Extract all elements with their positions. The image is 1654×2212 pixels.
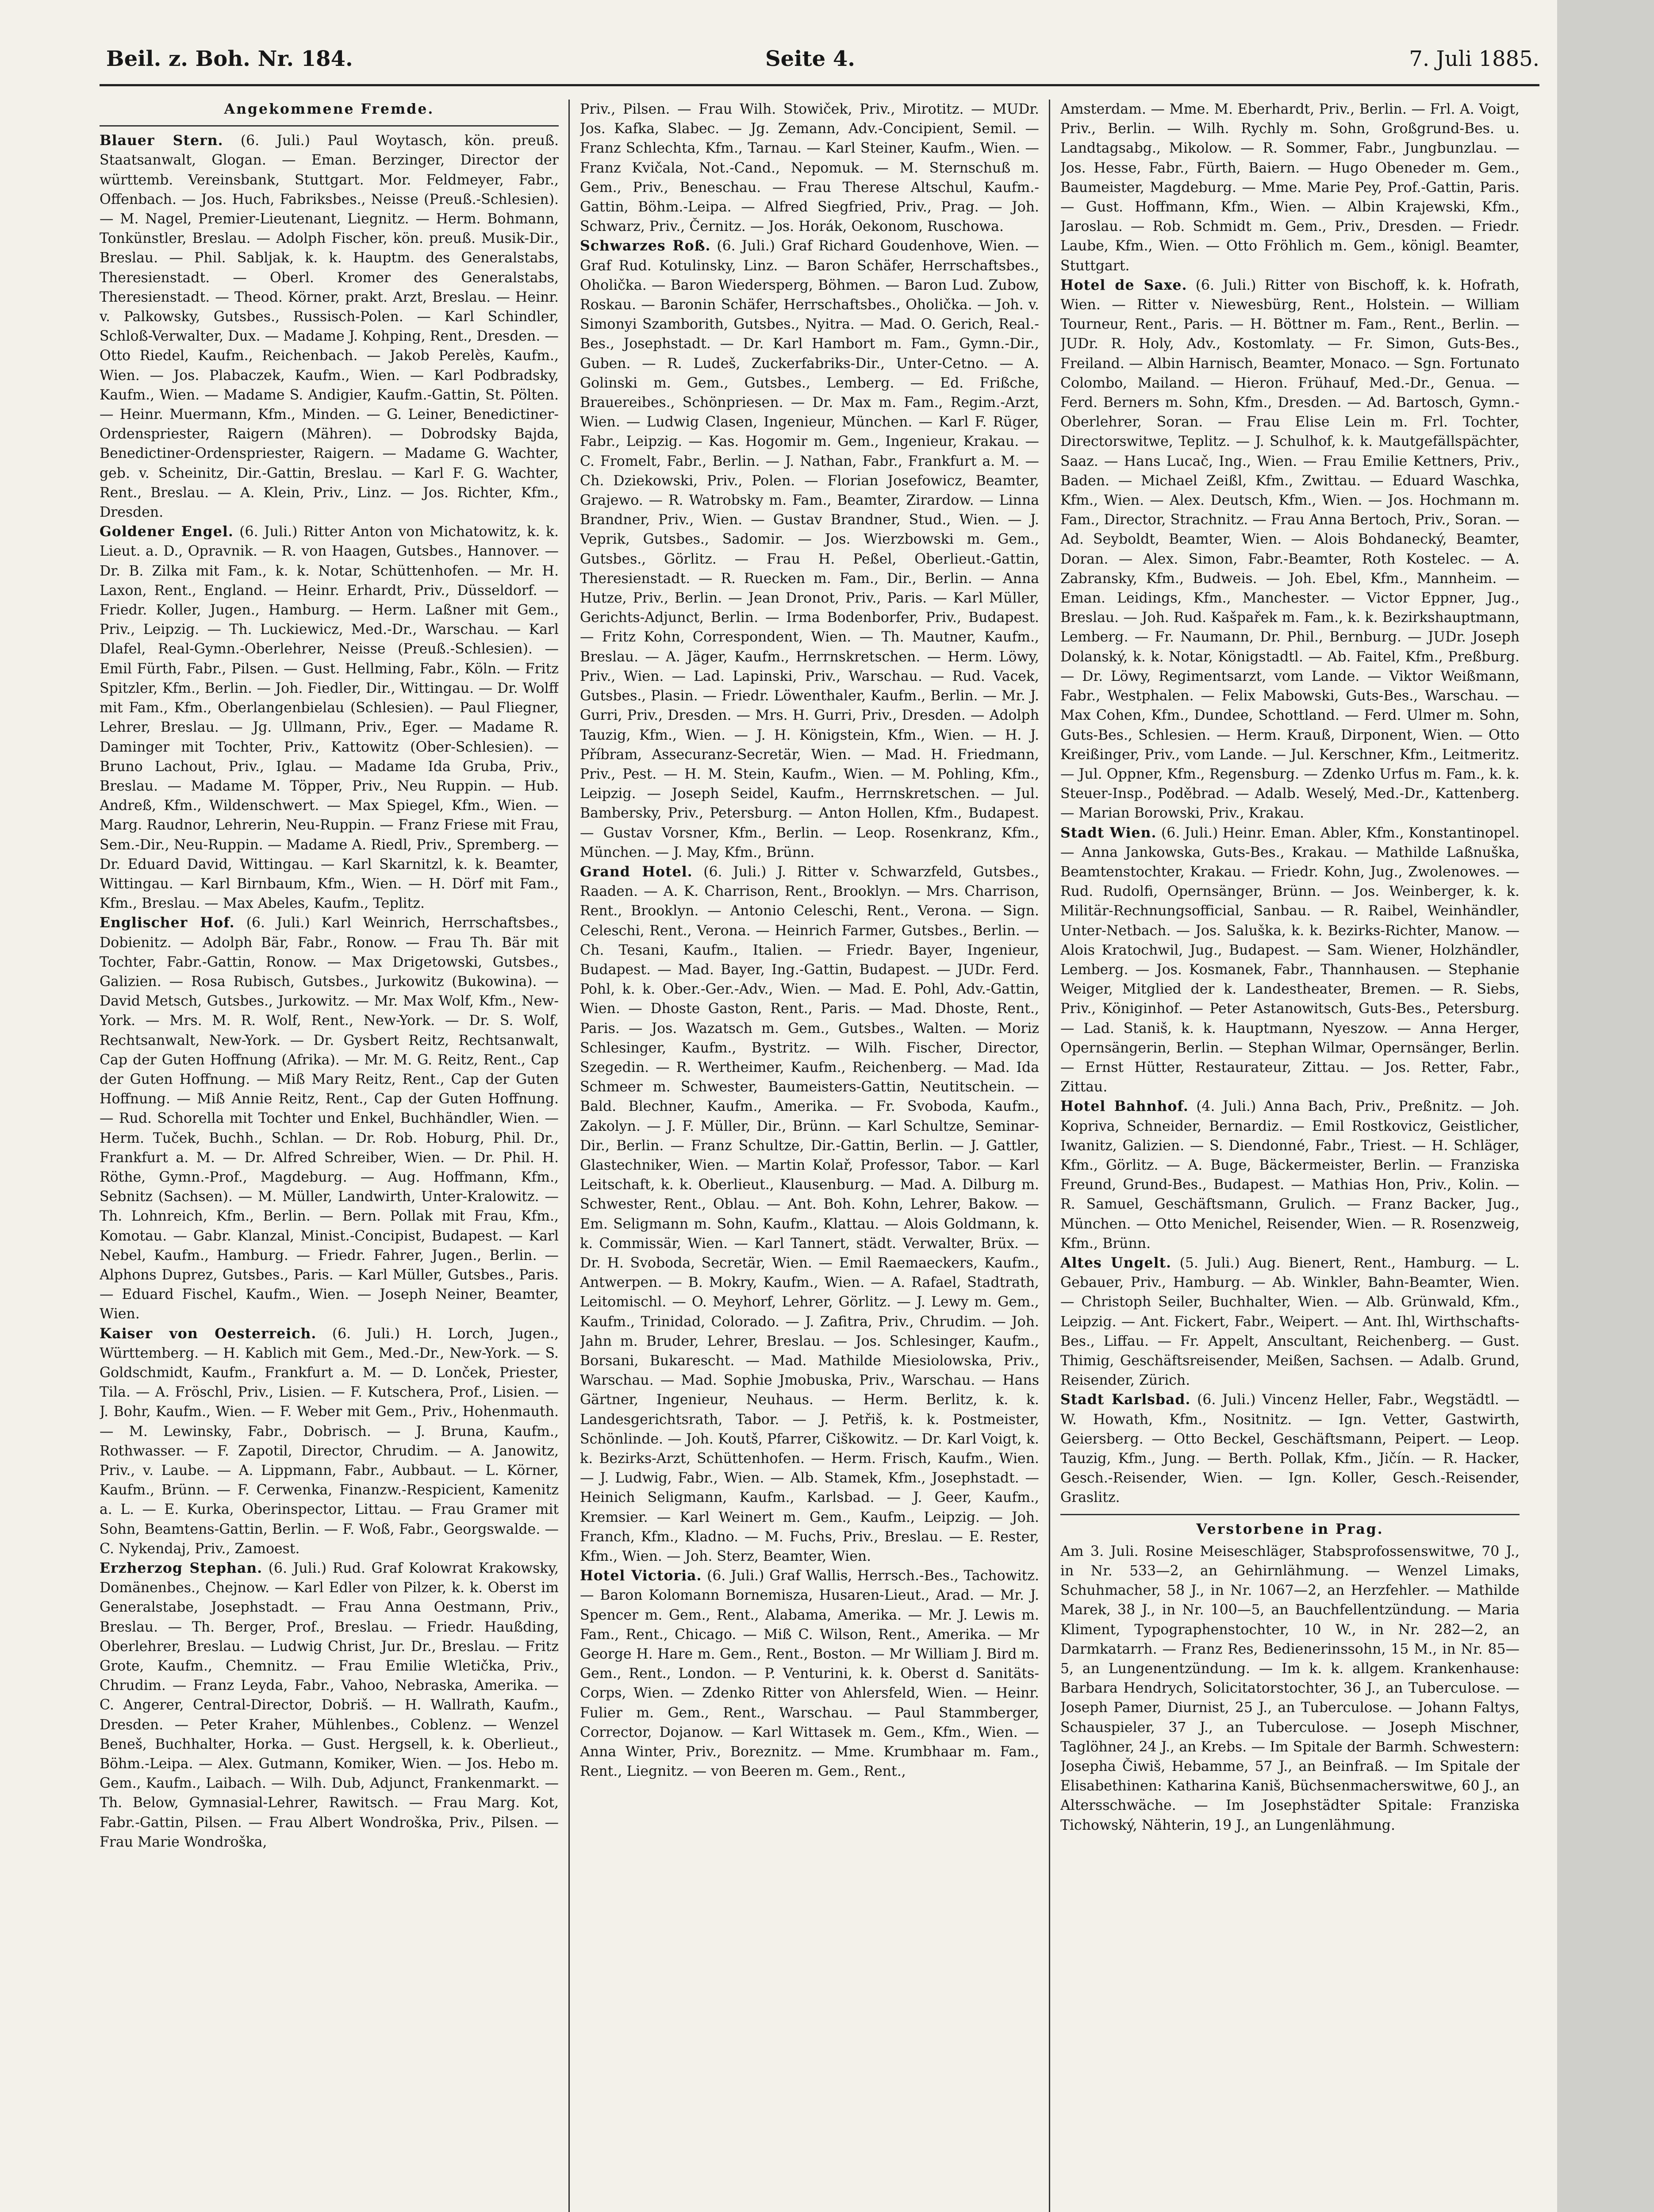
hotel-name: Erzherzog Stephan. <box>100 1560 263 1577</box>
guest-list: (6. Juli.) Ritter von Bischoff, k. k. Hofrath, Wien. — Ritter v. Niewesbürg, Rent., Holstein. — William Tourneur, Rent., Paris. — H. Böttner m. Fam., Rent., Berlin. — JUDr. R. Holy, Adv., Kostomlaty. — Fr. Simon, Guts-Bes., Freiland. — Albin Harnisch, Beamter, Monaco. — Sgn. Fortunato Colombo, Mailand. — Hieron. Frühauf, Med.-Dr., Genua. — Ferd. Berners m. Sohn, Kfm., Dresden. — Ad. Bartosch, Gymn.-Oberlehrer, Soran. — Frau Elise Lein m. Frl. Tochter, Directorswitwe, Teplitz. — J. Schulhof, k. k. Mautgefällspächter, Saaz. — Hans Lucač, Ing., Wien. — Frau Emilie Kettners, Priv., Baden. — Michael Zeißl, Kfm., Zwittau. — Eduard Waschka, Kfm., Wien. — Alex. Deutsch, Kfm., Wien. — Jos. Hochmann m. Fam., Director, Strachnitz. — Frau Anna Bertoch, Priv., Soran. — Ad. Seyboldt, Beamter, Wien. — Alois Bohdanecký, Beamter, Doran. — Alex. Simon, Fabr.-Beamter, Roth Kostelec. — A. Zabransky, Kfm., Budweis. — Joh. Ebel, Kfm., Mannheim. — Eman. Leidings, Kfm., Manchester. — Victor Eppner, Jug., Breslau. — Joh. Rud. Kašpařek m. Fam., k. k. Bezirkshauptmann, Lemberg. — Fr. Naumann, Dr. Phil., Bernburg. — JUDr. Joseph Dolanský, k. k. Notar, Königstadtl. — Ab. Faitel, Kfm., Preßburg. — Dr. Löwy, Regimentsarzt, vom Lande. — Viktor Weißmann, Fabr., Westphalen. — Felix Mabowski, Guts-Bes., Warschau. — Max Cohen, Kfm., Dundee, Schottland. — Ferd. Ulmer m. Sohn, Guts-Bes., Schlesien. — Herm. Krauß, Dirponent, Wien. — Otto Kreißinger, Priv., vom Lande. — Jul. Kerschner, Kfm., Leitmeritz. — Jul. Oppner, Kfm., Regensburg. — Zdenko Urfus m. Fam., k. k. Steuer-Insp., Poděbrad. — Adalb. Weselý, Med.-Dr., Kattenberg. — Marian Borowski, Priv., Krakau. <box>1060 277 1520 822</box>
hotel-entry <box>100 1324 559 1559</box>
hotel-entry <box>580 236 1039 862</box>
hotel-name: Hotel de Saxe. <box>1060 276 1187 293</box>
issue-date: 7. Juli 1885. <box>1409 46 1539 71</box>
hotel-name: Grand Hotel. <box>580 863 693 880</box>
column-3 <box>1060 100 1520 2212</box>
hotel-entry <box>1060 823 1520 1097</box>
page-number: Seite 4. <box>765 46 855 71</box>
guest-list: Priv., Pilsen. — Frau Wilh. Stowiček, Priv., Mirotitz. — MUDr. Jos. Kafka, Slabec. — Jg. Zemann, Adv.-Concipient, Semil. — Franz Schlechta, Kfm., Tarnau. — Karl Steiner, Kaufm., Wien. — Franz Kvičala, Not.-Cand., Nepomuk. — M. Sternschuß m. Gem., Priv., Beneschau. — Frau Therese Altschul, Kaufm.-Gattin, Böhm.-Leipa. — Alfred Siegfried, Priv., Prag. — Joh. Schwarz, Priv., Černitz. — Jos. Horák, Oekonom, Ruschowa. <box>580 101 1039 235</box>
hotel-entry <box>100 522 559 913</box>
hotel-list <box>100 131 559 1852</box>
scanner-background <box>1557 0 1654 2212</box>
column-divider <box>568 100 570 2212</box>
hotel-entry <box>1060 1097 1520 1253</box>
guest-list: (4. Juli.) Anna Bach, Priv., Preßnitz. — Joh. Kopriva, Schneider, Bernardiz. — Emil Rostkovicz, Geistlicher, Iwanitz, Galizien. — S. Diendonné, Fabr., Triest. — H. Schläger, Kfm., Görlitz. — A. Buge, Bäckermeister, Berlin. — Franziska Freund, Grund-Bes., Budapest. — Mathias Hon, Priv., Kolin. — R. Samuel, Geschäftsmann, Grulich. — Franz Backer, Jug., München. — Otto Menichel, Reisender, Wien. — R. Rosenzweig, Kfm., Brünn. <box>1060 1098 1520 1252</box>
hotel-entry <box>580 100 1039 236</box>
hotel-name: Englischer Hof. <box>100 914 235 931</box>
hotel-list <box>580 100 1039 1781</box>
guest-list: Amsterdam. — Mme. M. Eberhardt, Priv., Berlin. — Frl. A. Voigt, Priv., Berlin. — Wilh. Rychly m. Sohn, Großgrund-Bes. u. Landtagsabg., Mikolow. — R. Sommer, Fabr., Jungbunzlau. — Jos. Hesse, Fabr., Fürth, Baiern. — Hugo Obeneder m. Gem., Baumeister, Magdeburg. — Mme. Marie Pey, Prof.-Gattin, Paris. — Gust. Hoffmann, Kfm., Wien. — Albin Krajewski, Kfm., Jaroslau. — Rob. Schmidt m. Gem., Priv., Dresden. — Friedr. Laube, Kfm., Wien. — Otto Fröhlich m. Gem., königl. Beamter, Stuttgart. <box>1060 101 1520 274</box>
guest-list: (6. Juli.) J. Ritter v. Schwarzfeld, Gutsbes., Raaden. — A. K. Charrison, Rent., Brooklyn. — Mrs. Charrison, Rent., Brooklyn. — Antonio Celeschi, Rent., Verona. — Sign. Celeschi, Rent., Verona. — Heinrich Farmer, Gutsbes., Berlin. — Ch. Tesani, Kaufm., Italien. — Friedr. Bayer, Ingenieur, Budapest. — Mad. Bayer, Ing.-Gattin, Budapest. — JUDr. Ferd. Pohl, k. k. Ober.-Ger.-Adv., Wien. — Mad. E. Pohl, Adv.-Gattin, Wien. — Dhoste Gaston, Rent., Paris. — Mad. Dhoste, Rent., Paris. — Jos. Wazatsch m. Gem., Gutsbes., Walten. — Moriz Schlesinger, Kaufm., Bystritz. — Wilh. Fischer, Director, Szegedin. — R. Wertheimer, Kaufm., Reichenberg. — Mad. Ida Schmeer m. Schwester, Baumeisters-Gattin, Neutitschein. — Bald. Blechner, Kaufm., Amerika. — Fr. Svoboda, Kaufm., Zakolyn. — J. F. Müller, Dir., Brünn. — Karl Schultze, Seminar-Dir., Berlin. — Franz Schultze, Dir.-Gattin, Berlin. — J. Gattler, Glastechniker, Wien. — Martin Kolař, Professor, Tabor. — Karl Leitschaft, k. k. Oberlieut., Klausenburg. — Mad. A. Dilburg m. Schwester, Rent., Oblau. — Ant. Boh. Kohn, Lehrer, Bakow. — Em. Seligmann m. Sohn, Kaufm., Klattau. — Alois Goldmann, k. k. Commissär, Wien. — Karl Tannert, städt. Verwalter, Brüx. — Dr. H. Svoboda, Secretär, Wien. — Emil Raemaeckers, Kaufm., Antwerpen. — B. Mokry, Kaufm., Wien. — A. Rafael, Stadtrath, Leitomischl. — O. Meyhorf, Lehrer, Görlitz. — J. Lewy m. Gem., Kaufm., Trinidad, Colorado. — J. Zafitra, Priv., Chrudim. — Joh. Jahn m. Bruder, Lehrer, Breslau. — Jos. Schlesinger, Kaufm., Borsani, Bukarescht. — Mad. Mathilde Miesiolowska, Priv., Warschau. — Mad. Sophie Jmobuska, Priv., Warschau. — Hans Gärtner, Ingenieur, Neuhaus. — Herm. Berlitz, k. k. Landesgerichtsrath, Tabor. — J. Petřiš, k. k. Postmeister, Schönlinde. — Joh. Koutš, Pfarrer, Ciškowitz. — Dr. Karl Voigt, k. k. Bezirks-Arzt, Schüttenhofen. — Herm. Frisch, Kaufm., Wien. — J. Ludwig, Fabr., Wien. — Alb. Stamek, Kfm., Josephstadt. — Heinich Seligmann, Kaufm., Karlsbad. — J. Geer, Kaufm., Kremsier. — Karl Weinert m. Gem., Kaufm., Leipzig. — Joh. Franch, Kfm., Kladno. — M. Fuchs, Priv., Breslau. — E. Rester, Kfm., Wien. — Joh. Sterz, Beamter, Wien. <box>580 864 1039 1565</box>
section-rule <box>1060 1514 1520 1515</box>
column-1 <box>100 100 559 2212</box>
hotel-entry <box>1060 100 1520 276</box>
guest-list: (6. Juli.) Karl Weinrich, Herrschaftsbes., Dobienitz. — Adolph Bär, Fabr., Ronow. — Frau Th. Bär mit Tochter, Fabr.-Gattin, Ronow. — Max Drigetowski, Gutsbes., Galizien. — Rosa Rubisch, Gutsbes., Jurkowitz (Bukowina). — David Metsch, Gutsbes., Jurkowitz. — Mr. Max Wolf, Kfm., New-York. — Mrs. M. R. Wolf, Rent., New-York. — Dr. S. Wolf, Rechtsanwalt, New-York. — Dr. Gysbert Reitz, Rechtsanwalt, Cap der Guten Hoffnung (Afrika). — Mr. M. G. Reitz, Rent., Cap der Guten Hoffnung. — Miß Mary Reitz, Rent., Cap der Guten Hoffnung. — Miß Annie Reitz, Rent., Cap der Guten Hoffnung. — Rud. Schorella mit Tochter und Enkel, Buchhändler, Wien. — Herm. Tuček, Buchh., Schlan. — Dr. Rob. Hoburg, Phil. Dr., Frankfurt a. M. — Dr. Alfred Schreiber, Wien. — Dr. Phil. H. Röthe, Gymn.-Prof., Magdeburg. — Aug. Hoffmann, Kfm., Sebnitz (Sachsen). — M. Müller, Landwirth, Unter-Kralowitz. — Th. Lohnreich, Kfm., Berlin. — Bern. Pollak mit Frau, Kfm., Komotau. — Gabr. Klanzal, Minist.-Concipist, Budapest. — Karl Nebel, Kaufm., Hamburg. — Friedr. Fahrer, Jugen., Berlin. — Alphons Duprez, Gutsbes., Paris. — Karl Müller, Gutsbes., Paris. — Eduard Fischel, Kaufm., Wien. — Joseph Neiner, Beamter, Wien. <box>100 915 559 1322</box>
hotel-name: Blauer Stern. <box>100 132 223 149</box>
hotel-name: Schwarzes Roß. <box>580 238 711 254</box>
guest-list: (6. Juli.) Graf Wallis, Herrsch.-Bes., Tachowitz. — Baron Kolomann Bornemisza, Husaren-Lieut., Arad. — Mr. J. Spencer m. Gem., Rent., Alabama, Amerika. — Mr. J. Lewis m. Fam., Rent., Chicago. — Miß C. Wilson, Rent., Amerika. — Mr George H. Hare m. Gem., Rent., Boston. — Mr William J. Bird m. Gem., Rent., London. — P. Venturini, k. k. Oberst d. Sanitäts-Corps, Wien. — Zdenko Ritter von Ahlersfeld, Wien. — Heinr. Fulier m. Gem., Rent., Warschau. — Paul Stammberger, Corrector, Dojanow. — Karl Wittasek m. Gem., Kfm., Wien. — Anna Winter, Priv., Boreznitz. — Mme. Krumbhaar m. Fam., Rent., Liegnitz. — von Beeren m. Gem., Rent., <box>580 1568 1039 1780</box>
hotel-list <box>1060 100 1520 1508</box>
supplement-number: Beil. z. Boh. Nr. 184. <box>106 46 353 71</box>
hotel-name: Altes Ungelt. <box>1060 1254 1172 1271</box>
guest-list: (6. Juli.) H. Lorch, Jugen., Württemberg. — H. Kablich mit Gem., Med.-Dr., New-York. — S. Goldschmidt, Kaufm., Frankfurt a. M. — D. Lonček, Priester, Tila. — A. Fröschl, Priv., Lisien. — F. Kutschera, Prof., Lisien. — J. Bohr, Kaufm., Wien. — F. Weber mit Gem., Priv., Hohenmauth. — M. Lewinsky, Fabr., Dobrisch. — J. Bruna, Kaufm., Rothwasser. — F. Zapotil, Director, Chrudim. — A. Janowitz, Priv., v. Laube. — A. Lippmann, Fabr., Aubbaut. — L. Körner, Kaufm., Brünn. — F. Cerwenka, Finanzw.-Respicient, Kamenitz a. L. — E. Kurka, Oberinspector, Littau. — Frau Gramer mit Sohn, Beamtens-Gattin, Berlin. — F. Woß, Fabr., Georgswalde. — C. Nykendaj, Priv., Zamoest. <box>100 1325 559 1557</box>
hotel-entry <box>100 1559 559 1852</box>
guest-list: (6. Juli.) Vincenz Heller, Fabr., Wegstädtl. — W. Howath, Kfm., Nositnitz. — Ign. Vetter, Gastwirth, Geiersberg. — Otto Beckel, Geschäftsmann, Peipert. — Leop. Tauzig, Kfm., Jung. — Berth. Pollak, Kfm., Jičín. — R. Hacker, Gesch.-Reisender, Wien. — Ign. Koller, Gesch.-Reisender, Graslitz. <box>1060 1392 1520 1506</box>
section-rule <box>100 125 559 127</box>
guest-list: (6. Juli.) Graf Richard Goudenhove, Wien. — Graf Rud. Kotulinsky, Linz. — Baron Schäfer, Herrschaftsbes., Oholička. — Baron Wiedersperg, Böhmen. — Baron Lud. Zubow, Roskau. — Baronin Schäfer, Herrschaftsbes., Oholička. — Joh. v. Simonyi Szamborith, Gutsbes., Nyitra. — Mad. O. Gerich, Real.-Bes., Josephstadt. — Dr. Karl Hambort m. Fam., Gymn.-Dir., Guben. — R. Ludeš, Zuckerfabriks-Dir., Unter-Cetno. — A. Golinski m. Gem., Gutsbes., Lemberg. — Ed. Frißche, Brauereibes., Schönpriesen. — Dr. Max m. Fam., Regim.-Arzt, Wien. — Ludwig Clasen, Ingenieur, München. — Karl F. Rüger, Fabr., Leipzig. — Kas. Hogomir m. Gem., Ingenieur, Krakau. — C. Fromelt, Fabr., Berlin. — J. Nathan, Fabr., Frankfurt a. M. — Ch. Dziekowski, Priv., Polen. — Florian Josefowicz, Beamter, Grajewo. — R. Watrobsky m. Fam., Beamter, Zirardow. — Linna Brandner, Priv., Wien. — Gustav Brandner, Stud., Wien. — J. Veprik, Gutsbes., Sadomir. — Jos. Wierzbowski m. Gem., Gutsbes., Görlitz. — Frau H. Peßel, Oberlieut.-Gattin, Theresienstadt. — R. Ruecken m. Fam., Dir., Berlin. — Anna Hutze, Priv., Berlin. — Jean Dronot, Priv., Paris. — Karl Müller, Gerichts-Adjunct, Berlin. — Irma Bodenborfer, Priv., Budapest. — Fritz Kohn, Correspondent, Wien. — Th. Mautner, Kaufm., Breslau. — A. Jäger, Kaufm., Herrnskretschen. — Herm. Löwy, Priv., Wien. — Lad. Lapinski, Priv., Warschau. — Rud. Vacek, Gutsbes., Plasin. — Friedr. Löwenthaler, Kaufm., Berlin. — Mr. J. Gurri, Priv., Dresden. — Mrs. H. Gurri, Priv., Dresden. — Adolph Tauzig, Kfm., Wien. — J. H. Königstein, Kfm., Wien. — H. J. Příbram, Assecuranz-Secretär, Wien. — Mad. H. Friedmann, Priv., Pest. — H. M. Stein, Kaufm., Wien. — M. Pohling, Kfm., Leipzig. — Joseph Seidel, Kaufm., Herrnskretschen. — Jul. Bambersky, Priv., Petersburg. — Anton Hollen, Kfm., Budapest. — Gustav Vorsner, Kfm., Berlin. — Leop. Rosenkranz, Kfm., München. — J. May, Kfm., Brünn. <box>580 238 1039 860</box>
hotel-entry <box>580 1566 1039 1781</box>
hotel-entry <box>100 913 559 1324</box>
section-title-arrivals: Angekommene Fremde. <box>224 101 434 117</box>
hotel-name: Hotel Bahnhof. <box>1060 1098 1189 1115</box>
deaths-text: Am 3. Juli. Rosine Meiseschläger, Stabsprofossenswitwe, 70 J., in Nr. 533—2, an Gehirnlähmung. — Wenzel Limaks, Schuhmacher, 58 J., in Nr. 1067—2, an Herzfehler. — Mathilde Marek, 38 J., in Nr. 100—5, an Bauchfellentzündung. — Maria Kliment, Typographenstochter, 10 W., in Nr. 282—2, an Darmkatarrh. — Franz Res, Bedienerinssohn, 15 M., in Nr. 85—5, an Lungenentzündung. — Im k. k. allgem. Krankenhause: Barbara Hendrych, Solicitatorstochter, 36 J., an Tuberculose. — Joseph Pamer, Diurnist, 25 J., an Tuberculose. — Johann Faltys, Schauspieler, 37 J., an Tuberculose. — Joseph Mischner, Taglöhner, 24 J., an Krebs. — Im Spitale der Barmh. Schwestern: Josepha Čiwiš, Hebamme, 57 J., an Beinfraß. — Im Spitale der Elisabethinen: Katharina Kaniš, Büchsenmacherswitwe, 60 J., an Altersschwäche. — Im Josephstädter Spitale: Franziska Tichowský, Nähterin, 19 J., an Lungenlähmung. <box>1060 1543 1520 1833</box>
hotel-entry <box>1060 1390 1520 1507</box>
hotel-name: Kaiser von Oesterreich. <box>100 1325 317 1342</box>
page-content <box>100 46 1539 2212</box>
column-divider <box>1049 100 1050 2212</box>
guest-list: (6. Juli.) Heinr. Eman. Abler, Kfm., Konstantinopel. — Anna Jankowska, Guts-Bes., Krakau. — Mathilde Laßnuška, Beamtenstochter, Krakau. — Friedr. Kohn, Jug., Zwolenowes. — Rud. Rudolfi, Opernsänger, Brünn. — Jos. Weinberger, k. k. Militär-Rechnungsofficial, Sanbau. — R. Raibel, Weinhändler, Unter-Netbach. — Jos. Saluška, k. k. Bezirks-Richter, Manow. — Alois Kratochwil, Jug., Budapest. — Sam. Wiener, Holzhändler, Lemberg. — Jos. Kosmanek, Fabr., Thannhausen. — Stephanie Weiger, Mitglied der k. Landestheater, Bremen. — R. Siebs, Priv., Königinhof. — Peter Astanowitsch, Guts-Bes., Petersburg. — Lad. Staniš, k. k. Hauptmann, Nyeszow. — Anna Herger, Opernsängerin, Berlin. — Stephan Wilmar, Opernsänger, Berlin. — Ernst Hütter, Restaurateur, Zittau. — Jos. Retter, Fabr., Zittau. <box>1060 825 1520 1095</box>
hotel-entry <box>100 131 559 522</box>
hotel-name: Stadt Karlsbad. <box>1060 1391 1191 1408</box>
section-title-deaths: Verstorbene in Prag. <box>1196 1521 1384 1537</box>
hotel-entry <box>1060 276 1520 823</box>
guest-list: (6. Juli.) Paul Woytasch, kön. preuß. Staatsanwalt, Glogan. — Eman. Berzinger, Director der württemb. Vereinsbank, Stuttgart. Mor. Feldmeyer, Fabr., Offenbach. — Jos. Huch, Fabriksbes., Neisse (Preuß.-Schlesien). — M. Nagel, Premier-Lieutenant, Liegnitz. — Herm. Bohmann, Tonkünstler, Breslau. — Adolph Fischer, kön. preuß. Musik-Dir., Breslau. — Phil. Sabljak, k. k. Hauptm. des Generalstabs, Theresienstadt. — Oberl. Kromer des Generalstabs, Theresienstadt. — Theod. Körner, prakt. Arzt, Breslau. — Heinr. v. Palkowsky, Gutsbes., Russisch-Polen. — Karl Schindler, Schloß-Verwalter, Dux. — Madame J. Kohping, Rent., Dresden. — Otto Riedel, Kaufm., Reichenbach. — Jakob Perelès, Kaufm., Wien. — Jos. Plabaczek, Kaufm., Wien. — Karl Podbradsky, Kaufm., Wien. — Madame S. Andigier, Kaufm.-Gattin, St. Pölten. — Heinr. Muermann, Kfm., Minden. — G. Leiner, Benedictiner-Ordenspriester, Raigern (Mähren). — Dobrodsky Bajda, Benedictiner-Ordenspriester, Raigern. — Madame G. Wachter, geb. v. Scheinitz, Dir.-Gattin, Breslau. — Karl F. G. Wachter, Rent., Breslau. — A. Klein, Priv., Linz. — Jos. Richter, Kfm., Dresden. <box>100 133 559 521</box>
header-rule <box>100 84 1539 86</box>
hotel-name: Hotel Victoria. <box>580 1567 702 1584</box>
hotel-name: Goldener Engel. <box>100 523 234 540</box>
hotel-entry <box>580 862 1039 1566</box>
guest-list: (5. Juli.) Aug. Bienert, Rent., Hamburg. — L. Gebauer, Priv., Hamburg. — Ab. Winkler, Bahn-Beamter, Wien. — Christoph Seiler, Buchhalter, Wien. — Alb. Grünwald, Kfm., Leipzig. — Ant. Fickert, Fabr., Weipert. — Ant. Ihl, Wirthschafts-Bes., Liffau. — Fr. Appelt, Anscultant, Reichenberg. — Gust. Thimig, Geschäftsreisender, Meißen, Sachsen. — Adalb. Grund, Reisender, Zürich. <box>1060 1255 1520 1389</box>
guest-list: (6. Juli.) Rud. Graf Kolowrat Krakowsky, Domänenbes., Chejnow. — Karl Edler von Pilzer, k. k. Oberst im Generalstabe, Josephstadt. — Frau Anna Oestmann, Priv., Breslau. — Th. Berger, Prof., Breslau. — Friedr. Haußding, Oberlehrer, Breslau. — Ludwig Christ, Jur. Dr., Breslau. — Fritz Grote, Kaufm., Chemnitz. — Frau Emilie Wletička, Priv., Chrudim. — Franz Leyda, Fabr., Vahoo, Nebraska, Amerika. — C. Angerer, Central-Director, Dobriš. — H. Wallrath, Kaufm., Dresden. — Peter Kraher, Mühlenbes., Coblenz. — Wenzel Beneš, Buchhalter, Horka. — Gust. Hergsell, k. k. Oberlieut., Böhm.-Leipa. — Alex. Gutmann, Komiker, Wien. — Jos. Hebo m. Gem., Kaufm., Laibach. — Wilh. Dub, Adjunct, Frankenmarkt. — Th. Below, Gymnasial-Lehrer, Rawitsch. — Frau Marg. Kot, Fabr.-Gattin, Pilsen. — Frau Albert Wondroška, Priv., Pilsen. — Frau Marie Wondroška, <box>100 1560 559 1850</box>
hotel-entry <box>1060 1253 1520 1390</box>
guest-list: (6. Juli.) Ritter Anton von Michatowitz, k. k. Lieut. a. D., Opravnik. — R. von Haagen, Gutsbes., Hannover. — Dr. B. Zilka mit Fam., k. k. Notar, Schüttenhofen. — Mr. H. Laxon, Rent., England. — Heinr. Erhardt, Priv., Düsseldorf. — Friedr. Koller, Jugen., Hamburg. — Herm. Laßner mit Gem., Priv., Leipzig. — Th. Luckiewicz, Med.-Dr., Warschau. — Karl Dlafel, Real-Gymn.-Oberlehrer, Neisse (Preuß.-Schlesien). — Emil Fürth, Fabr., Pilsen. — Gust. Hellming, Fabr., Köln. — Fritz Spitzler, Kfm., Berlin. — Joh. Fiedler, Dir., Wittingau. — Dr. Wolff mit Fam., Kfm., Oberlangenbielau (Schlesien). — Paul Fliegner, Lehrer, Breslau. — Jg. Ullmann, Priv., Eger. — Madame R. Daminger mit Tochter, Priv., Kattowitz (Ober-Schlesien). — Bruno Lachout, Priv., Iglau. — Madame Ida Gruba, Priv., Breslau. — Madame M. Töpper, Priv., Neu Ruppin. — Hub. Andreß, Kfm., Wildenschwert. — Max Spiegel, Kfm., Wien. — Marg. Raudnor, Lehrerin, Neu-Ruppin. — Franz Friese mit Frau, Sem.-Dir., Neu-Ruppin. — Madame A. Riedl, Priv., Spremberg. — Dr. Eduard David, Wittingau. — Karl Skarnitzl, k. k. Beamter, Wittingau. — Karl Birnbaum, Kfm., Wien. — H. Dörf mit Fam., Kfm., Breslau. — Max Abeles, Kaufm., Teplitz. <box>100 524 559 912</box>
column-2 <box>580 100 1039 2212</box>
hotel-name: Stadt Wien. <box>1060 824 1157 841</box>
